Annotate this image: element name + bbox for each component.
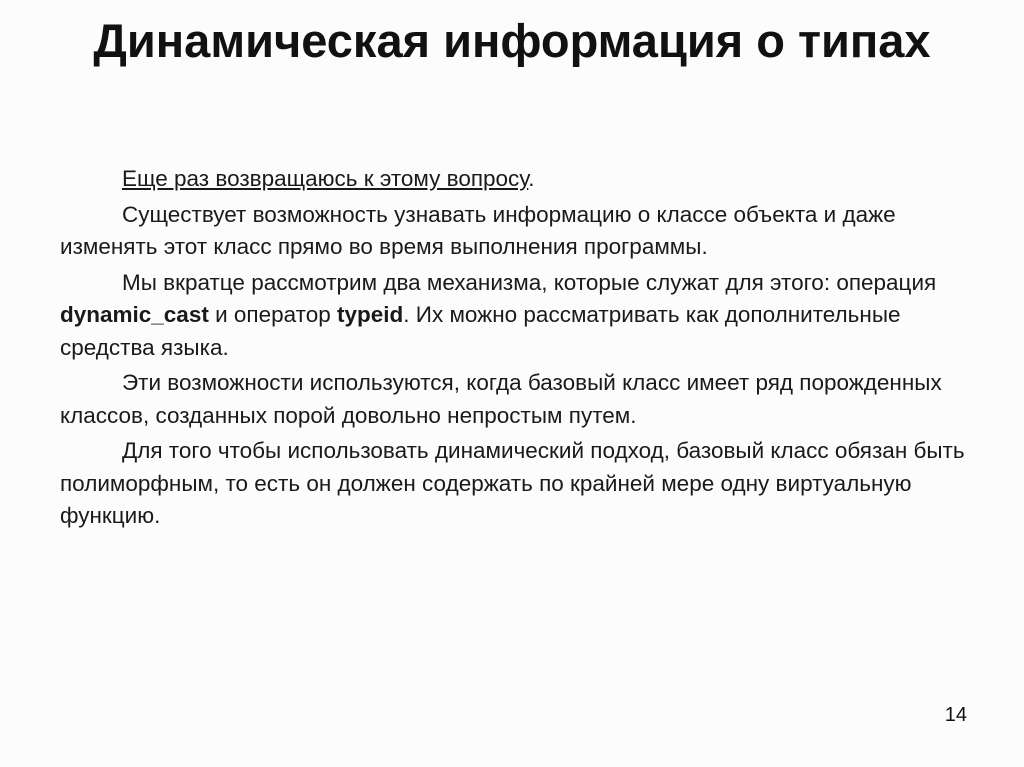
paragraph-5: Для того чтобы использовать динамический подход, базовый класс обязан быть полиморфным, то есть он должен содержать по крайней мере одну виртуальную функцию. <box>60 438 965 528</box>
paragraph-1-tail: . <box>528 166 535 191</box>
typeid-term: typeid <box>337 302 404 327</box>
paragraph-3 <box>60 267 965 365</box>
slide-title: Динамическая информация о типах <box>93 14 931 67</box>
paragraph-3-part-b: и оператор <box>208 302 337 327</box>
paragraph-2: Существует возможность узнавать информацию о классе объекта и даже изменять этот класс прямо во время выполнения программы. <box>60 201 896 259</box>
page-number: 14 <box>944 704 967 726</box>
paragraph-3-part-a: Мы вкратце рассмотрим два механизма, которые служат для этого: операция <box>122 269 937 295</box>
dynamic-cast-term: dynamic_cast <box>60 302 209 327</box>
paragraph-1 <box>60 163 965 196</box>
paragraph-3-part-c: . Их можно рассматривать как дополнительные средства языка. <box>60 302 901 360</box>
slide-body <box>60 163 965 533</box>
paragraph-4: Эти возможности используются, когда базовый класс имеет ряд порожденных классов, созданных порой довольно непростым путем. <box>60 370 942 428</box>
return-to-topic-link[interactable]: Еще раз возвращаюсь к этому вопросу <box>122 166 529 191</box>
